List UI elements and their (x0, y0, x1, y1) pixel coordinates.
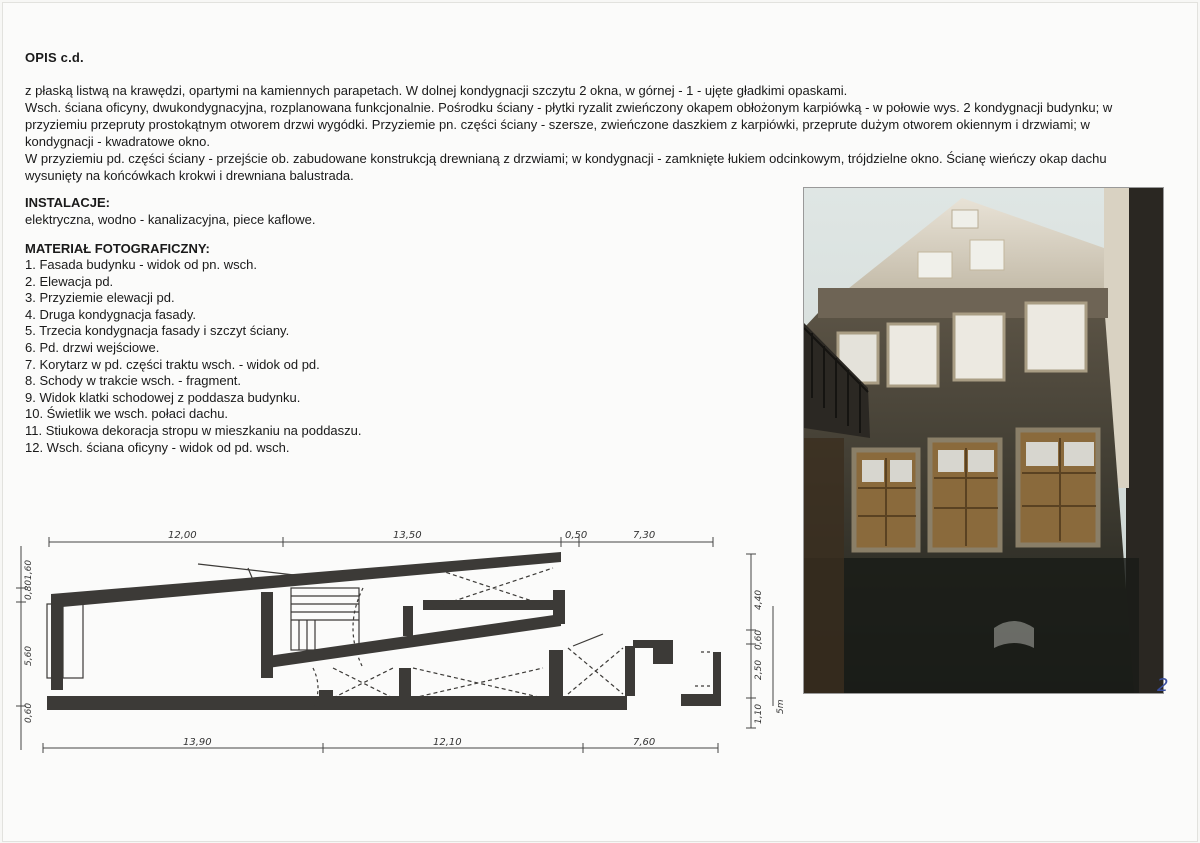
dim-label: 0,60 (754, 629, 764, 650)
facade-photo-illustration (804, 188, 1163, 693)
floor-plan (13, 518, 793, 780)
scale-label: 5m (776, 699, 786, 714)
dim-label: 13,50 (393, 530, 422, 541)
dim-label: 0,50 (565, 530, 588, 541)
material-title: MATERIAŁ FOTOGRAFICZNY: (25, 241, 210, 256)
dim-label: 4,40 (754, 589, 764, 610)
list-item: 4. Druga kondygnacja fasady. (25, 306, 197, 322)
list-item: 12. Wsch. ściana oficyny - widok od pd. wsch. (25, 439, 290, 455)
dim-label: 0,80 (24, 579, 34, 600)
dim-label: 0,60 (24, 702, 34, 723)
dim-label: 1,10 (754, 703, 764, 724)
dim-label: 13,90 (183, 737, 212, 748)
list-item: 2. Elewacja pd. (25, 273, 114, 289)
dim-label: 12,10 (433, 737, 462, 748)
paragraph-1: z płaską listwą na krawędzi, opartymi na kamiennych parapetach. W dolnej kondygnacji szczytu 2 okna, w górnej - 1 - ujęte gładkimi opaskami. (25, 83, 848, 98)
dim-label: 2,50 (754, 659, 764, 680)
list-item: 5. Trzecia kondygnacja fasady i szczyt ściany. (25, 323, 290, 339)
dim-label: 7,60 (633, 737, 656, 748)
list-item: 6. Pd. drzwi wejściowe. (25, 339, 160, 355)
paragraph-2: Wsch. ściana oficyny, dwukondygnacyjna, rozplanowana funkcjonalnie. Pośrodku ściany - płytki ryzalit zwieńczony okapem obłożonym karpiówką - w połowie wys. 2 kondygnacji budynku; w przyziemiu przepruty prostokątnym otworem drzwi wygódki. Przyziemie pn. części ściany - szersze, zwieńczone daszkiem z karpiówki, przeprute dużym otworem okiennym i drzwiami; w kondygnacji - kwadratowe okno. (25, 100, 1113, 149)
list-item: 11. Stiukowa dekoracja stropu w mieszkaniu na poddaszu. (25, 422, 362, 438)
photo-number: 2 (1157, 675, 1169, 696)
list-item: 7. Korytarz w pd. części traktu wsch. - widok od pd. (25, 356, 320, 372)
dim-label: 12,00 (168, 530, 197, 541)
dim-label: 5,60 (24, 645, 34, 666)
page-heading: OPIS c.d. (25, 50, 84, 65)
list-item: 1. Fasada budynku - widok od pn. wsch. (25, 257, 257, 272)
dim-label: 1,60 (24, 559, 34, 580)
list-item: 10. Świetlik we wsch. połaci dachu. (25, 406, 229, 422)
dim-label: 7,30 (633, 530, 656, 541)
paragraph-3: W przyziemiu pd. części ściany - przejście ob. zabudowane konstrukcją drewnianą z drzwiami; w kondygnacji - zamknięte łukiem odcinkowym, trójdzielne okno. Ścianę wieńczy okap dachu wysunięty na końcówkach krokwi i drewniana balustrada. (25, 151, 1107, 183)
list-item: 9. Widok klatki schodowej z poddasza budynku. (25, 389, 301, 405)
instalacje-text: elektryczna, wodno - kanalizacyjna, piece kaflowe. (25, 212, 316, 227)
facade-photo (803, 187, 1164, 694)
list-item: 3. Przyziemie elewacji pd. (25, 290, 175, 306)
list-item: 8. Schody w trakcie wsch. - fragment. (25, 373, 242, 389)
document-page (2, 2, 1198, 842)
instalacje-title: INSTALACJE: (25, 195, 110, 210)
